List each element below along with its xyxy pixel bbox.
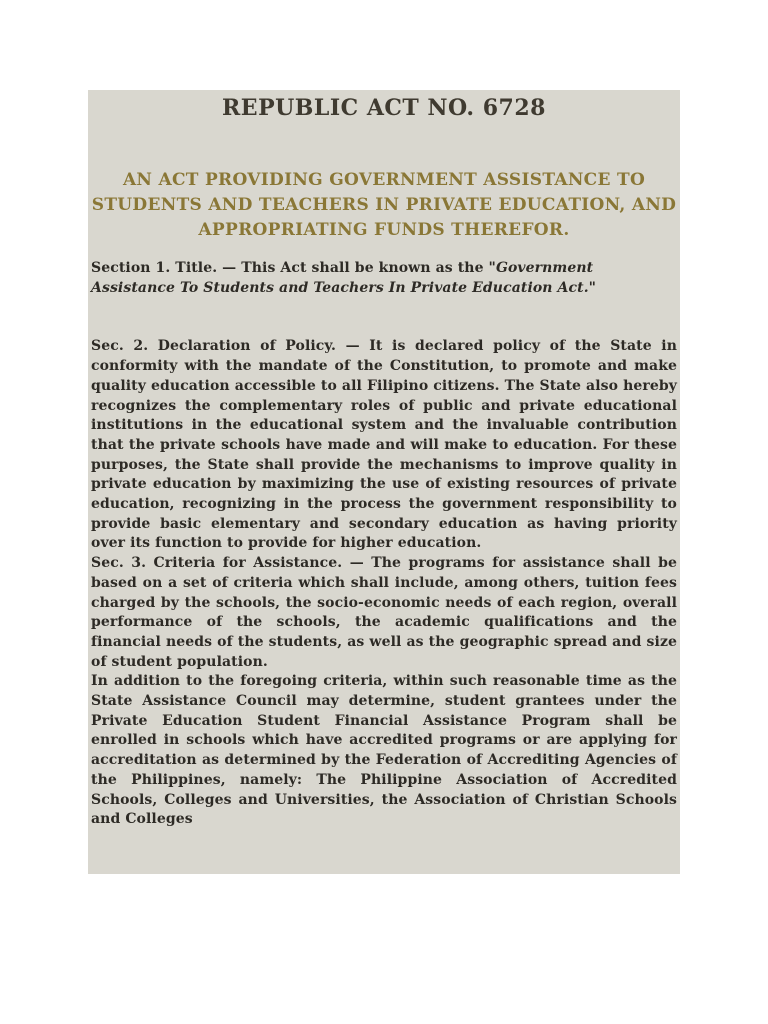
section-1-text: Section 1. Title. — This Act shall be known as the — [91, 260, 489, 276]
document-title: REPUBLIC ACT NO. 6728 — [222, 95, 546, 121]
act-subtitle: AN ACT PROVIDING GOVERNMENT ASSISTANCE TO STUDENTS AND TEACHERS IN PRIVATE EDUCATION, AND APPROPRIATING FUNDS THEREFOR. — [91, 170, 677, 240]
document-page — [88, 90, 680, 874]
section-1-act-name: "Government Assistance To Students and Teachers In Private Education Act." — [91, 260, 597, 296]
section-1-title — [91, 243, 677, 298]
section-3-criteria-for-assistance: Sec. 3. Criteria for Assistance. — The programs for assistance shall be based on a set of criteria which shall include, among others, tuition fees charged by the schools, the socio-economic needs of each region, overall performance of the schools, the academic qualifications and the financial needs of the students, as well as the geographic spread and size of student population. — [91, 555, 677, 670]
document-content — [91, 90, 677, 830]
section-3-additional-criteria: In addition to the foregoing criteria, within such reasonable time as the State Assistance Council may determine, student grantees under the Private Education Student Financial Assistance Program shall be enrolled in schools which have accredited programs or are applying for accreditation as determined by the Federation of Accrediting Agencies of the Philippines, namely: The Philippine Association of Accredited Schools, Colleges and Universities, the Association of Christian Schools and Colleges — [91, 673, 677, 828]
section-2-declaration-of-policy: Sec. 2. Declaration of Policy. — It is declared policy of the State in conformity with the mandate of the Constitution, to promote and make quality education accessible to all Filipino citizens. The State also hereby recognizes the complementary roles of public and private educational institutions in the educational system and the invaluable contribution that the private schools have made and will make to education. For these purposes, the State shall provide the mechanisms to improve quality in private education by maximizing the use of existing resources of private education, recognizing in the process the government responsibility to provide basic elementary and secondary education as having priority over its function to provide for higher education. — [91, 338, 677, 552]
